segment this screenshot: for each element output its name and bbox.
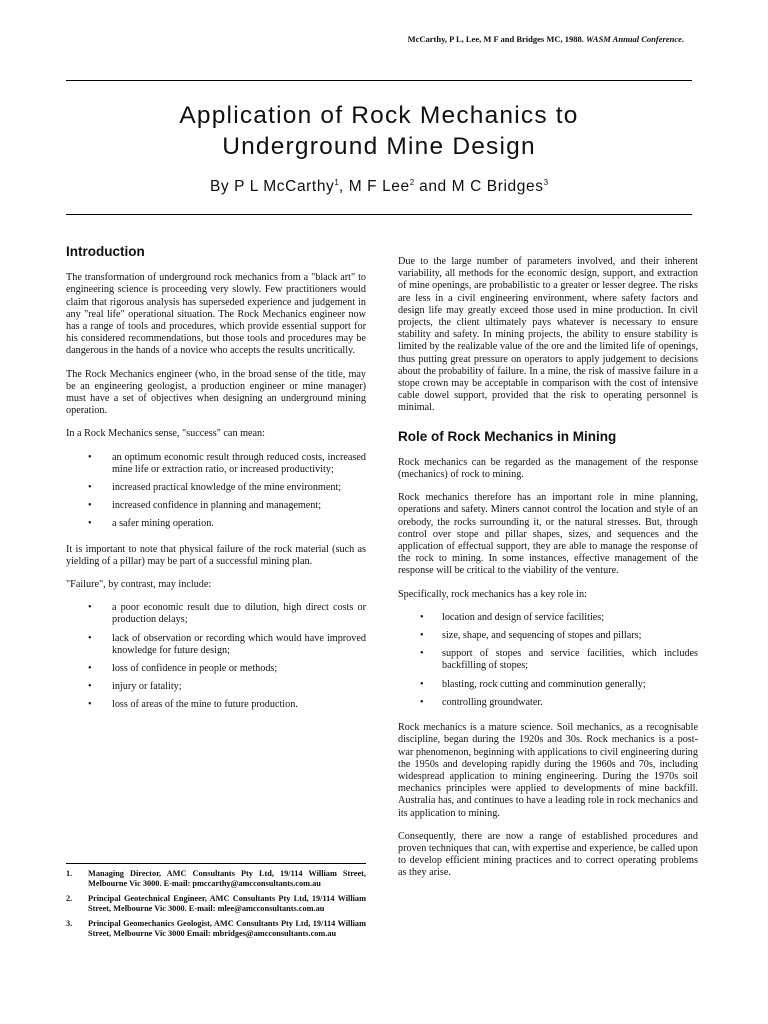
bullet-icon: • xyxy=(88,482,92,494)
footnote-text: Principal Geotechnical Engineer, AMC Consultants Pty Ltd, 19/114 William Street, Melbourne Vic 3000. E-mail: mlee@amcconsultants.com.au xyxy=(88,894,366,913)
list-item xyxy=(66,663,366,675)
bullet-icon: • xyxy=(88,632,92,644)
body-paragraph-4: Specifically, rock mechanics has a key role in: xyxy=(398,588,587,600)
body-paragraph-5: Rock mechanics is a mature science. Soil mechanics, as a recognisable discipline, began during the 1920s and 30s. Rock mechanics is a post-war phenomenon, beginning with applications to civil engineering during the 1950s and developing rapidly during the 1960s and 70s, including widespread application to mining engineering. During the 1970s soil mechanics principles were applied to developments of mine backfill. Australia has, and continues to have a leading role in rock mechanics and its application to mining. xyxy=(398,722,698,819)
footnotes xyxy=(66,869,366,944)
footnote-number: 3. xyxy=(66,919,73,928)
intro-paragraph-2: The Rock Mechanics engineer (who, in the broad sense of the title, may be an engineering geologist, a production engineer or mine manager) must have a set of objectives when designing an underground mining operation. xyxy=(66,368,366,417)
section-heading-role: Role of Rock Mechanics in Mining xyxy=(398,428,617,444)
list-item xyxy=(66,452,366,476)
list-item xyxy=(398,679,698,691)
bullet-icon: • xyxy=(88,699,92,711)
author-1-mark: 1 xyxy=(334,178,339,187)
footnote-number: 1. xyxy=(66,869,73,878)
citation-end: . xyxy=(681,34,684,44)
body-paragraph-6: Consequently, there are now a range of established procedures and proven techniques that can, with expertise and experience, be called upon to develop efficient mining practices and to correct operating problems as they arise. xyxy=(398,830,698,879)
paper-title xyxy=(66,100,692,162)
list-item-text: support of stopes and service facilities, which includes backfilling of stopes; xyxy=(442,648,698,672)
footnote-text: Principal Geomechanics Geologist, AMC Consultants Pty Ltd, 19/114 William Street, Melbourne Vic 3000 Email: mbridges@amcconsultants.com.au xyxy=(88,919,366,938)
list-item-text: size, shape, and sequencing of stopes and pillars; xyxy=(442,630,642,642)
list-item-text: loss of areas of the mine to future production. xyxy=(112,699,298,711)
bullet-icon: • xyxy=(420,678,424,690)
bullet-icon: • xyxy=(420,630,424,642)
footnote-rule xyxy=(66,863,366,864)
list-item xyxy=(66,699,366,711)
author-2-mark: 2 xyxy=(409,178,415,187)
citation-text: McCarthy, P L, Lee, M F and Bridges MC, 1988. xyxy=(407,34,584,44)
bullet-icon: • xyxy=(420,611,424,623)
author-3-mark: 3 xyxy=(543,178,549,187)
list-item xyxy=(66,482,366,494)
bullet-icon: • xyxy=(88,663,92,675)
section-heading-introduction: Introduction xyxy=(66,244,145,259)
list-item xyxy=(398,630,698,642)
footnote xyxy=(66,894,366,914)
list-item xyxy=(66,633,366,657)
bullet-icon: • xyxy=(88,681,92,693)
failure-list xyxy=(66,602,366,711)
footnote-number: 2. xyxy=(66,894,73,903)
title-line-1: Application of Rock Mechanics to xyxy=(179,102,579,129)
top-rule xyxy=(66,80,692,81)
list-item-text: location and design of service facilities; xyxy=(442,611,605,623)
footnote xyxy=(66,919,366,939)
intro-paragraph-1: The transformation of underground rock mechanics from a "black art" to engineering science is proceeding very slowly. Few practitioners would claim that rigorous analysis has superseded experience and judgement in any "real life" operational situation. The Rock Mechanics engineer now has a range of tools and procedures, which provide essential support for his considered recommendations, but those tools and procedures may be dangerous in the hands of a novice who accepts the results uncritically. xyxy=(66,272,366,357)
list-item xyxy=(398,697,698,709)
list-item-text: blasting, rock cutting and comminution generally; xyxy=(442,678,646,690)
success-list xyxy=(66,452,366,531)
author-2: , M F Lee xyxy=(338,178,410,195)
title-line-2: Underground Mine Design xyxy=(222,133,536,160)
footnote xyxy=(66,869,366,889)
body-paragraph-1: Due to the large number of parameters involved, and their inherent variability, all methods for the economic design, support, and extraction of mine openings, are probabilistic to a greater or lesser degree. The risks are less in a civil engineering environment, where safety factors and design life may greatly exceed those used in mine production. In civil projects, the client ultimately pays whatever is necessary to ensure stability and safety. In mining projects, the ability to ensure stability is limited by the realizable value of the ore and the limited life of openings, thus putting great pressure on operators to apply judgement to decisions about the probability of failure. In a mine, the risk of massive failure in a stope crown may be acceptable in comparison with the cost of intensive cable dowel support, provided that the risk to operating personnel is minimal. xyxy=(398,256,698,414)
intro-paragraph-5: "Failure", by contrast, may include: xyxy=(66,579,212,591)
bullet-icon: • xyxy=(88,518,92,530)
author-3: and M C Bridges xyxy=(414,178,544,195)
body-paragraph-2: Rock mechanics can be regarded as the management of the response (mechanics) of rock to mining. xyxy=(398,456,698,481)
bullet-icon: • xyxy=(88,451,92,463)
list-item-text: controlling groundwater. xyxy=(442,696,543,708)
list-item-text: injury or fatality; xyxy=(112,681,182,693)
citation-conference: WASM Annual Conference xyxy=(585,34,682,44)
title-bottom-rule xyxy=(66,214,692,215)
right-column xyxy=(398,256,698,891)
list-item-text: a safer mining operation. xyxy=(112,518,214,530)
intro-paragraph-3: In a Rock Mechanics sense, "success" can mean: xyxy=(66,428,265,440)
bullet-icon: • xyxy=(88,500,92,512)
list-item xyxy=(398,648,698,672)
author-1: By P L McCarthy xyxy=(209,178,335,195)
list-item-text: a poor economic result due to dilution, high direct costs or production delays; xyxy=(112,602,366,626)
bullet-icon: • xyxy=(420,696,424,708)
list-item xyxy=(398,612,698,624)
bullet-icon: • xyxy=(420,648,424,660)
list-item-text: loss of confidence in people or methods; xyxy=(112,663,278,675)
list-item xyxy=(66,681,366,693)
list-item-text: an optimum economic result through reduced costs, increased mine life or extraction ratio, or increased productivity; xyxy=(112,451,366,475)
list-item-text: lack of observation or recording which would have improved knowledge for future design; xyxy=(112,632,366,656)
body-paragraph-3: Rock mechanics therefore has an important role in mine planning, operations and safety. Miners cannot control the location and style of an orebody, the rocks surrounding it, or the natural stresses. But, through control over stope and pillar shapes, sizes, and sequences and the application of effectual support, they are able to manage the response of the rock to mining. In some instances, effective management of the response will be critical to the viability of the venture. xyxy=(398,492,698,577)
author-line xyxy=(66,178,692,196)
footnote-text: Managing Director, AMC Consultants Pty Ltd, 19/114 William Street, Melbourne Vic 3000. E-mail: pmccarthy@amcconsultants.com.au xyxy=(88,869,366,888)
list-item xyxy=(66,602,366,626)
role-list xyxy=(398,612,698,709)
list-item-text: increased confidence in planning and management; xyxy=(112,500,322,512)
left-column xyxy=(66,246,366,725)
list-item-text: increased practical knowledge of the mine environment; xyxy=(112,482,342,494)
intro-paragraph-4: It is important to note that physical failure of the rock material (such as yielding of a pillar) may be part of a successful mining plan. xyxy=(66,543,366,567)
citation-header xyxy=(408,34,684,44)
bullet-icon: • xyxy=(88,602,92,614)
list-item xyxy=(66,500,366,512)
list-item xyxy=(66,518,366,530)
